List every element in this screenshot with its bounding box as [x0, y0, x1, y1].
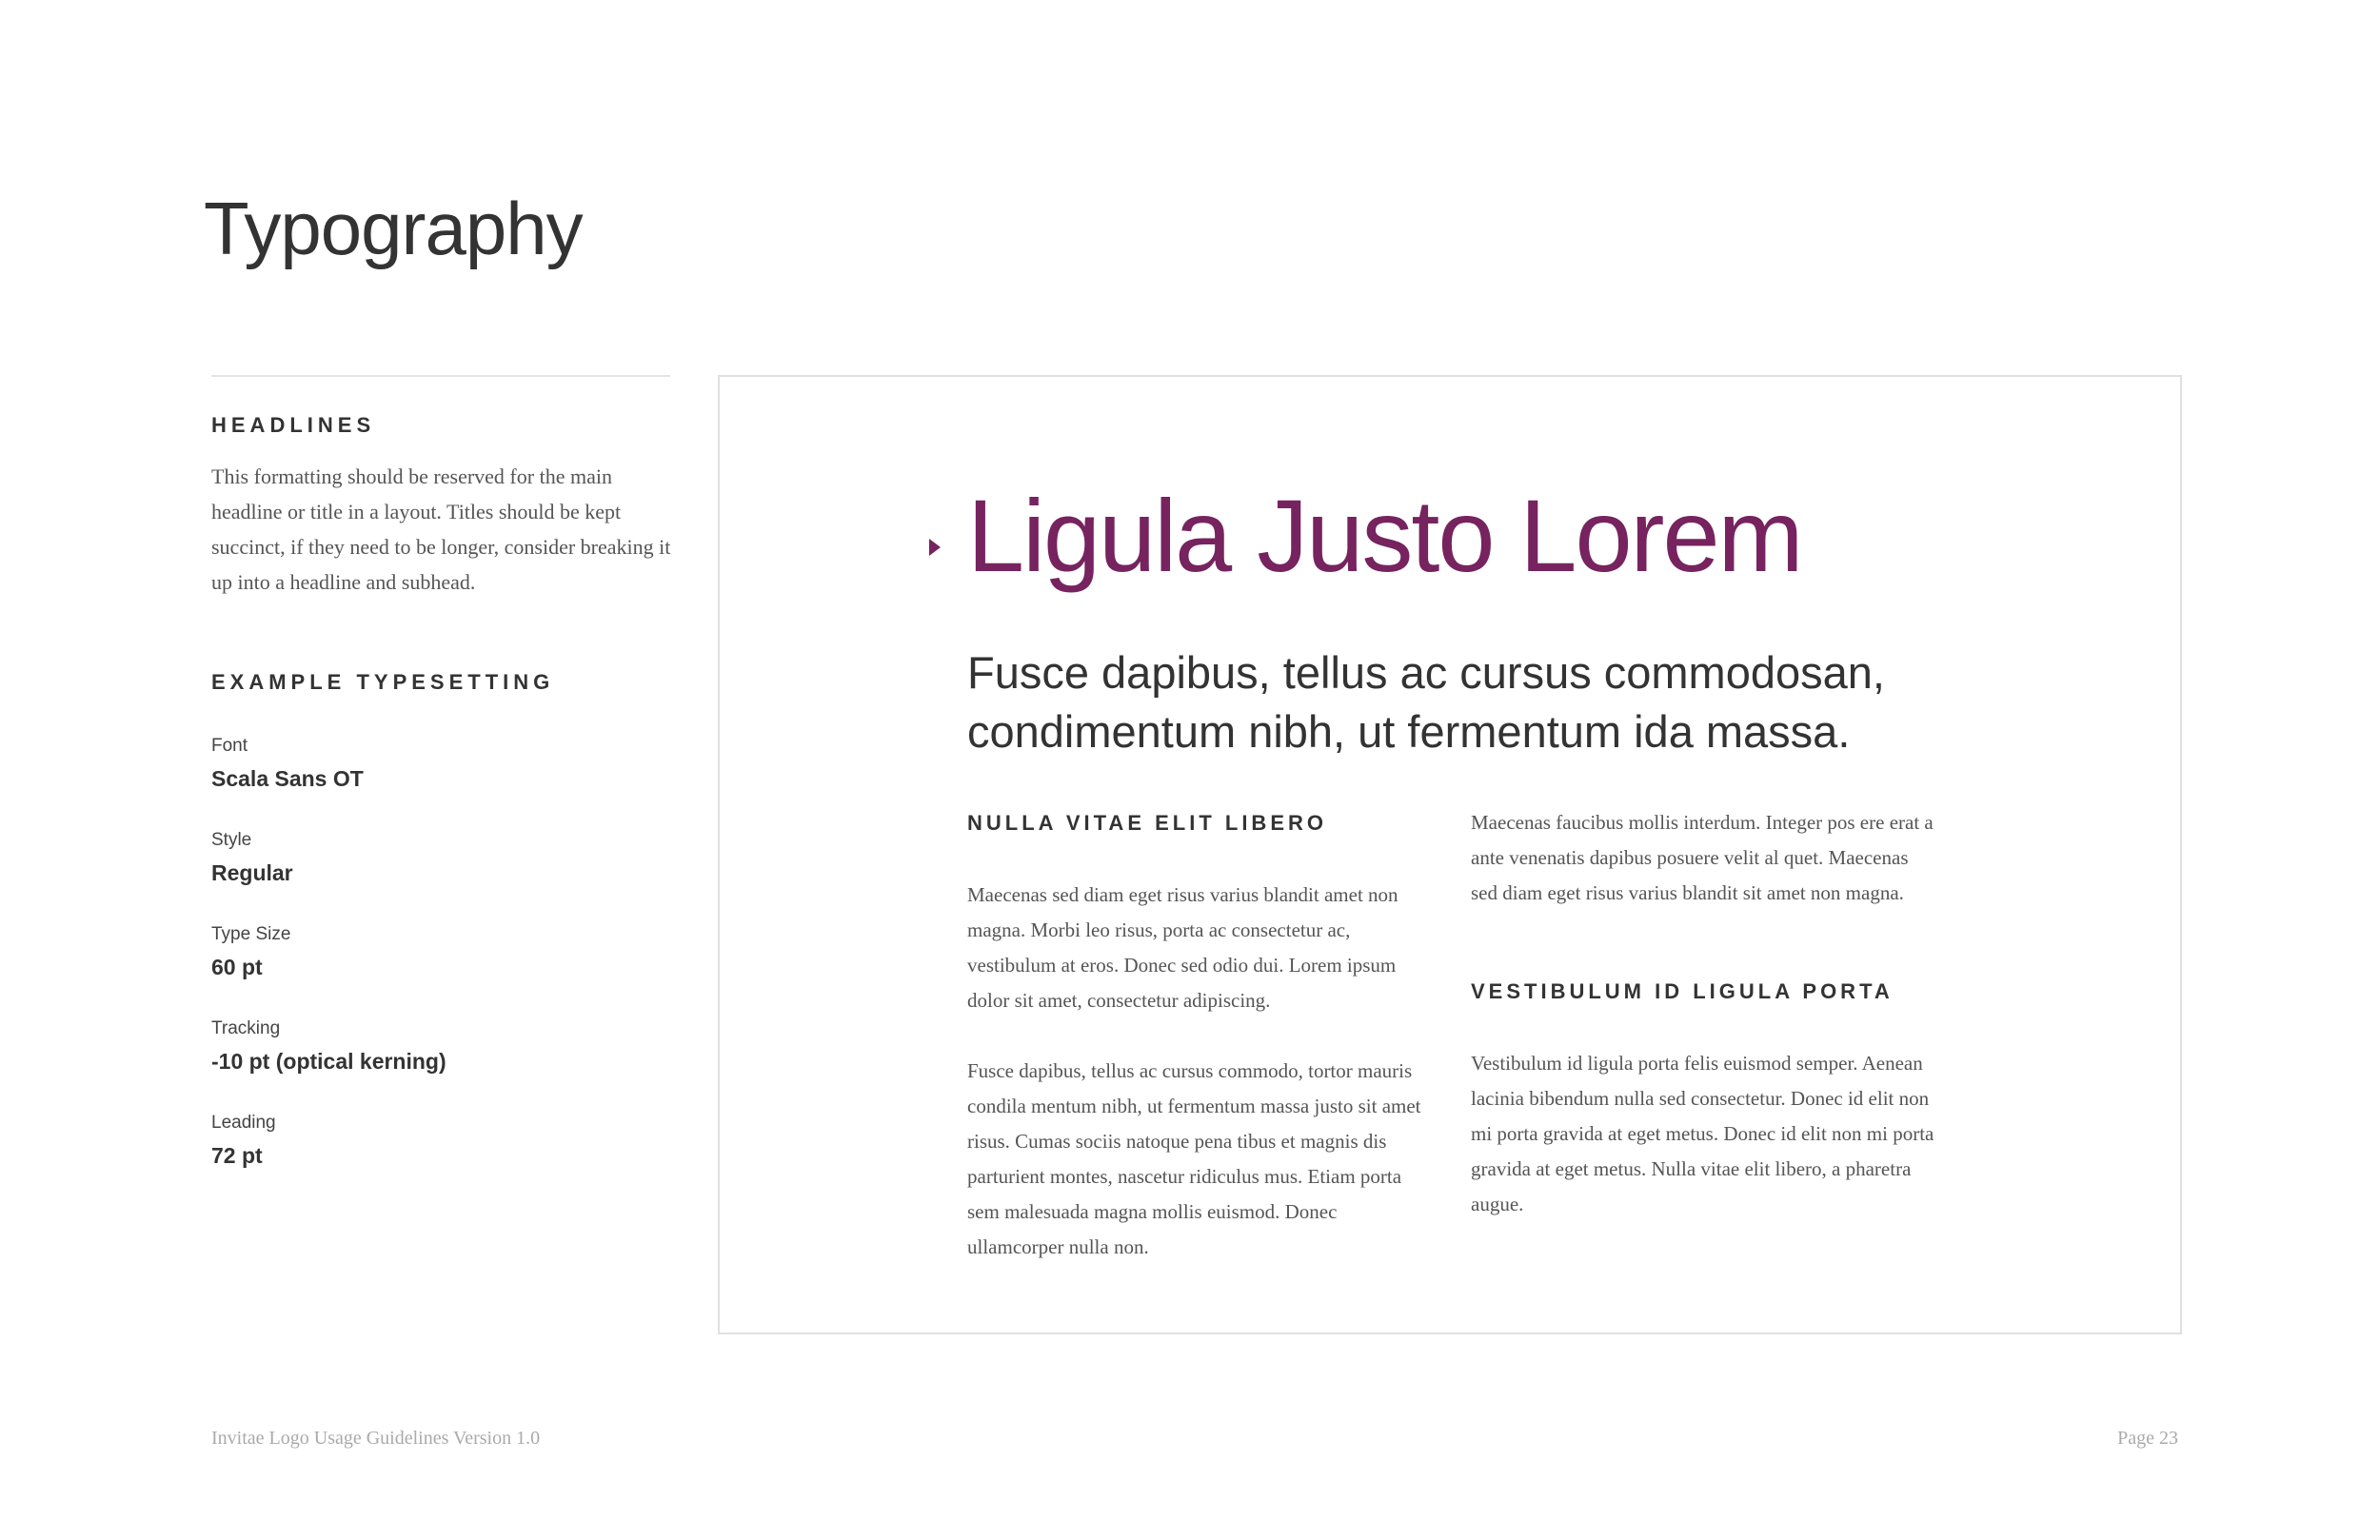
spec-label: Style: [211, 830, 252, 850]
spec-value: Regular: [211, 860, 293, 885]
spec-label: Font: [211, 736, 248, 756]
footer-page-number: Page 23: [2117, 1428, 2178, 1449]
spec-value: Scala Sans OT: [211, 766, 364, 791]
sidebar: [211, 375, 671, 1168]
sample-column-heading: VESTIBULUM ID LIGULA PORTA: [1471, 979, 1894, 1003]
headlines-description: This formatting should be reserved for the main headline or title in a layout. Titles should be kept succinct, if they need to be longer, consider breaking it up into a headline and subhead.: [211, 464, 671, 594]
example-typesetting-heading: EXAMPLE TYPESETTING: [211, 670, 555, 694]
sample-paragraph: Vestibulum id ligula porta felis euismod semper. Aenean lacinia bibendum nulla sed consectetur. Donec id elit non mi porta gravida at eget metus. Donec id elit non mi porta gravida at eget metus. Nulla vitae elit libero, a pharetra augue.: [1471, 1052, 1934, 1215]
spec-label: Type Size: [211, 924, 291, 944]
spec-tracking: [211, 1017, 446, 1075]
spec-label: Leading: [211, 1113, 276, 1133]
sample-paragraph: Maecenas sed diam eget risus varius blandit amet non magna. Morbi leo risus, porta ac consectetur ac, vestibulum at eros. Donec sed odio dui. Lorem ipsum dolor sit amet, consectetur adipiscing.: [967, 883, 1398, 1012]
sample-column-heading: NULLA VITAE ELIT LIBERO: [967, 811, 1327, 835]
spec-font: [211, 735, 364, 792]
spec-value: 60 pt: [211, 955, 263, 979]
sample-headline: Ligula Justo Lorem: [967, 478, 1802, 593]
spec-value: 72 pt: [211, 1143, 263, 1168]
triangle-marker-icon: [929, 539, 941, 556]
footer-document-title: Invitae Logo Usage Guidelines Version 1.0: [211, 1428, 541, 1449]
spec-style: [211, 829, 293, 886]
sample-column-right: [1471, 811, 1937, 1222]
spec-type-size: [211, 923, 290, 980]
sample-subhead: Fusce dapibus, tellus ac cursus commodosan, condimentum nibh, ut fermentum ida massa.: [967, 647, 1885, 757]
headlines-heading: HEADLINES: [211, 413, 376, 437]
spec-label: Tracking: [211, 1018, 281, 1038]
spec-value: -10 pt (optical kerning): [211, 1049, 446, 1074]
sample-paragraph: Maecenas faucibus mollis interdum. Integer pos ere erat a ante venenatis dapibus posuere velit al quet. Maecenas sed diam eget risus varius blandit sit amet non magna.: [1471, 811, 1934, 904]
typesetting-sample-box: [718, 375, 2182, 1334]
page-title: Typography: [204, 187, 583, 270]
sidebar-divider: [211, 375, 670, 377]
sample-paragraph: Fusce dapibus, tellus ac cursus commodo, tortor mauris condila mentum nibh, ut fermentum massa justo sit amet risus. Cumas sociis natoque pena tibus et magnis dis parturient montes, nascetur ridiculus mus. Etiam porta sem malesuada magna mollis euismod. Donec ullamcorper nulla non.: [967, 1059, 1421, 1258]
spec-leading: [211, 1112, 276, 1169]
sample-column-left: [967, 811, 1434, 1265]
